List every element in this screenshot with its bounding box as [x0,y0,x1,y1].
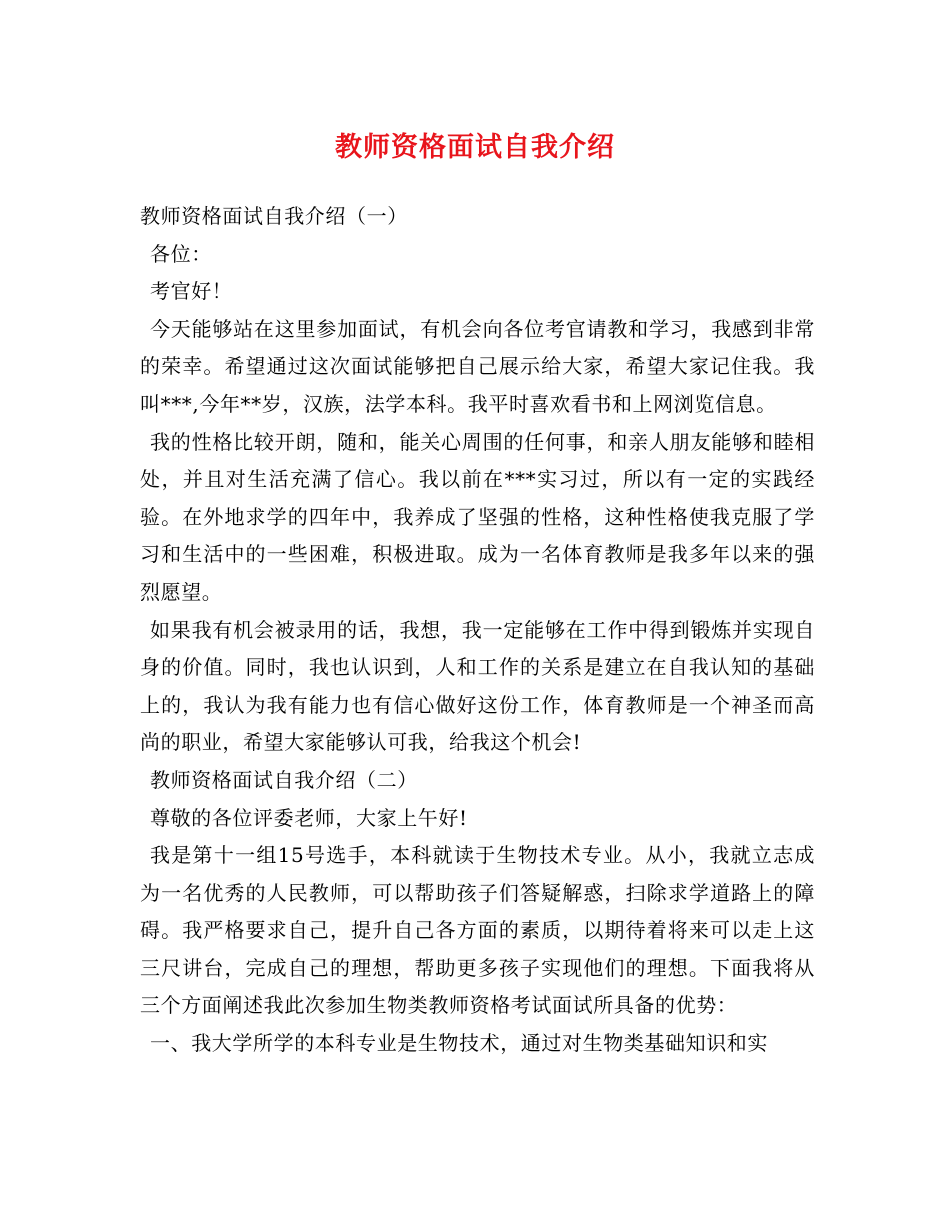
paragraph: 我是第十一组15号选手，本科就读于生物技术专业。从小，我就立志成为一名优秀的人民教师，可以帮助孩子们答疑解惑，扫除求学道路上的障碍。我严格要求自己，提升自己各方面的素质，以期待着将来可以走上这三尺讲台，完成自己的理想，帮助更多孩子实现他们的理想。下面我将从三个方面阐述我此次参加生物类教师资格考试面试所具备的优势： [140,843,815,1018]
greeting: 考官好！ [150,279,233,304]
section-heading-1: 教师资格面试自我介绍（一） [140,204,408,228]
greeting: 尊敬的各位评委老师，大家上午好! [150,805,468,830]
document-body [140,198,815,1063]
section-heading-2: 教师资格面试自我介绍（二） [150,767,418,792]
paragraph: 如果我有机会被录用的话，我想，我一定能够在工作中得到锻炼并实现自身的价值。同时，我也认识到，人和工作的关系是建立在自我认知的基础上的，我认为我有能力也有信心做好这份工作，体育教师是一个神圣而高尚的职业，希望大家能够认可我，给我这个机会! [140,617,815,755]
paragraph: 我的性格比较开朗，随和，能关心周围的任何事，和亲人朋友能够和睦相处，并且对生活充满了信心。我以前在***实习过，所以有一定的实践经验。在外地求学的四年中，我养成了坚强的性格，这种性格使我克服了学习和生活中的一些困难，积极进取。成为一名体育教师是我多年以来的强烈愿望。 [140,429,815,604]
paragraph: 今天能够站在这里参加面试，有机会向各位考官请教和学习，我感到非常的荣幸。希望通过这次面试能够把自己展示给大家，希望大家记住我。我叫***,今年**岁，汉族，法学本科。我平时喜欢看书和上网浏览信息。 [140,316,815,416]
document-title: 教师资格面试自我介绍 [335,132,615,163]
salutation: 各位： [150,241,212,266]
paragraph: 一、我大学所学的本科专业是生物技术，通过对生物类基础知识和实 [150,1031,768,1056]
